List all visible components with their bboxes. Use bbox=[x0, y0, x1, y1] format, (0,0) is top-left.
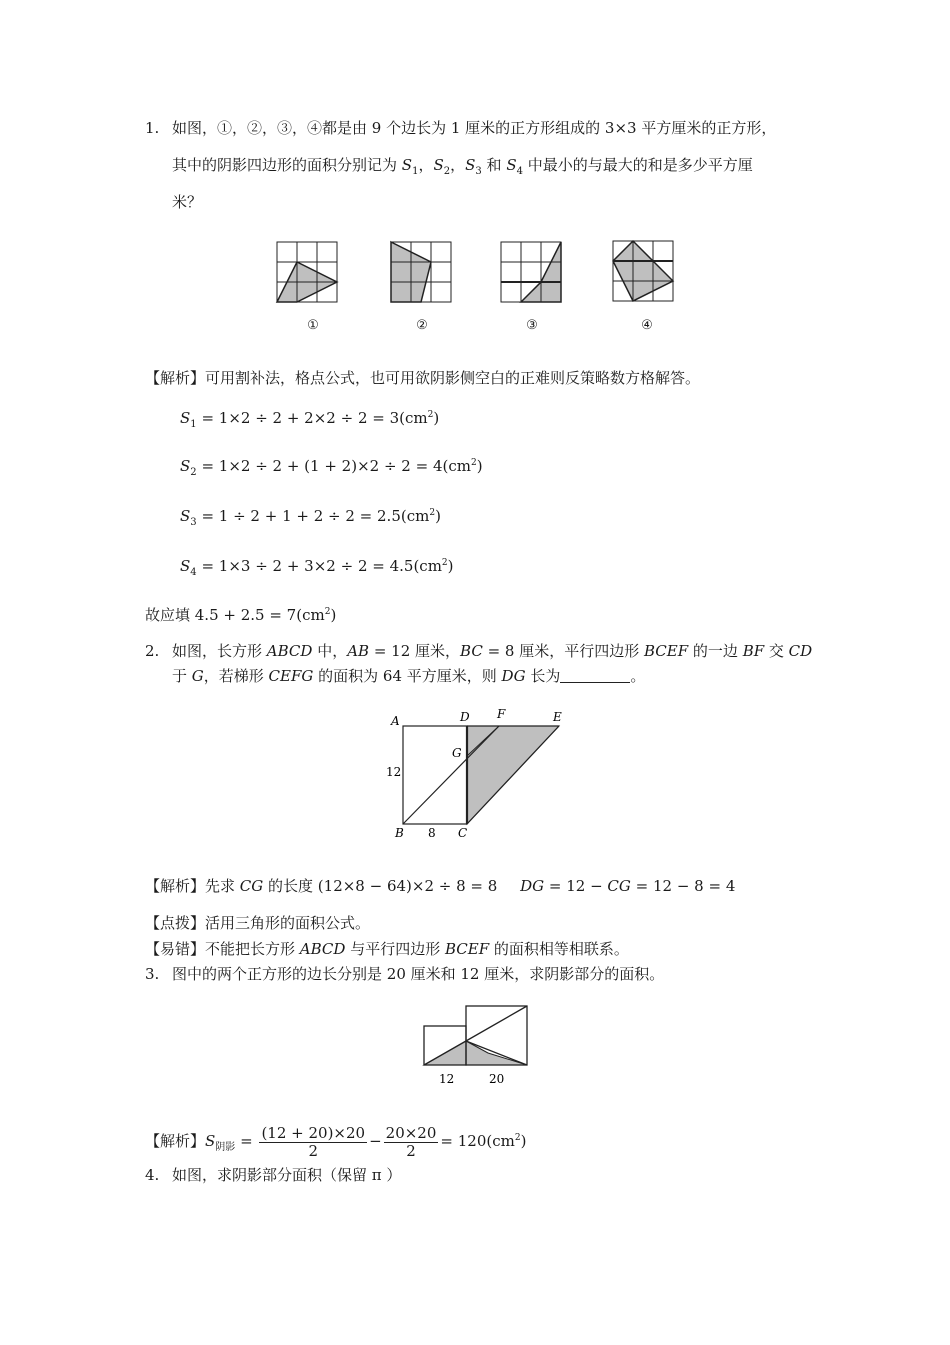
text: 的长度 (12×8 − 64)×2 ÷ 8 = 8 bbox=[263, 877, 498, 895]
numerator: (12 + 20)×20 bbox=[261, 1123, 366, 1142]
text: 不能把长方形 bbox=[205, 940, 300, 958]
q2-solution bbox=[145, 876, 735, 896]
q1-figure-4 bbox=[610, 238, 676, 308]
denominator: 2 bbox=[308, 1141, 319, 1160]
fraction-1 bbox=[259, 1125, 367, 1160]
q2-line2 bbox=[172, 666, 645, 686]
equals: = bbox=[240, 1132, 253, 1150]
paren: ) bbox=[435, 507, 441, 525]
superscript: 2 bbox=[514, 1133, 521, 1143]
text: = 8 厘米，平行四边形 bbox=[482, 642, 644, 660]
text: 于 bbox=[172, 667, 192, 685]
s3-symbol: S bbox=[465, 156, 476, 174]
q1-line2-tail: 中最小的与最大的和是多少平方厘 bbox=[522, 156, 753, 174]
vertex-d: D bbox=[460, 710, 470, 724]
s-symbol: S bbox=[180, 409, 191, 427]
label-dg: DG bbox=[501, 667, 526, 685]
text: 先求 bbox=[205, 877, 240, 895]
fraction-2 bbox=[384, 1125, 439, 1160]
q1-line2-text: 其中的阴影四边形的面积分别记为 bbox=[172, 156, 402, 174]
q1-figure-2 bbox=[389, 240, 453, 308]
q4-number: 4. bbox=[145, 1166, 160, 1184]
q1-eq-s3: $S_3 = 1 \div 2 + 1 + 2 \div 2 = 2.5(cm^2)$ bbox=[180, 507, 441, 528]
label-bcef: BCEF bbox=[444, 940, 490, 958]
q1-line1: 如图，①，②，③，④都是由 9 个边长为 1 厘米的正方形组成的 3×3 平方厘米的正方形， bbox=[172, 119, 777, 137]
q2-figure bbox=[380, 705, 580, 849]
q1-eq-s1: $S_1 = 1\times 2 \div 2 + 2\times 2 \div 2 = 3(cm^2)$ bbox=[180, 409, 440, 430]
paren: ) bbox=[330, 606, 337, 624]
q1-fig-label-3: ③ bbox=[526, 318, 538, 333]
label-bcef: BCEF bbox=[644, 642, 689, 660]
q4-text: 如图，求阴影部分面积（保留 π ） bbox=[172, 1166, 402, 1184]
superscript: 2 bbox=[441, 558, 448, 568]
text: 中， bbox=[312, 642, 348, 660]
label-bf: BF bbox=[742, 642, 765, 660]
eq-text: = 1×2 ÷ 2 + (1 + 2)×2 ÷ 2 = 4(cm bbox=[201, 457, 471, 475]
s-symbol: S bbox=[205, 1132, 216, 1150]
large-side-label: 20 bbox=[489, 1072, 505, 1086]
q2-number: 2. bbox=[145, 642, 160, 660]
and-word: 和 bbox=[481, 156, 507, 174]
q1-line2: 其中的阴影四边形的面积分别记为 $S_1$，$S_2$，$S_3$ 和 $S_4$ 中最小的与最大的和是多少平方厘 bbox=[172, 156, 753, 177]
comma: ， bbox=[450, 156, 466, 174]
q2-line1 bbox=[172, 641, 812, 661]
solution-heading: 【解析】 bbox=[145, 369, 206, 387]
label-cefg: CEFG bbox=[268, 667, 314, 685]
s-symbol: S bbox=[180, 557, 191, 575]
text: 。 bbox=[630, 667, 646, 685]
label-bc: BC bbox=[460, 642, 483, 660]
label-cg: CG bbox=[239, 877, 264, 895]
q3-text: 图中的两个正方形的边长分别是 20 厘米和 12 厘米，求阴影部分的面积。 bbox=[172, 965, 665, 983]
bottom-length-label: 8 bbox=[428, 826, 436, 840]
tip-heading: 【点拨】 bbox=[145, 914, 206, 932]
q1-eq-s4: $S_4 = 1\times 3 \div 2 + 3\times 2 \div 2 = 4.5(cm^2)$ bbox=[180, 557, 454, 578]
text: 的面积为 64 平方厘米，则 bbox=[313, 667, 502, 685]
label-cg: CG bbox=[607, 877, 631, 895]
q2-mistake bbox=[145, 939, 629, 959]
s1-symbol: S bbox=[401, 156, 413, 174]
text: = 12 − 8 = 4 bbox=[630, 877, 736, 895]
paren: ) bbox=[447, 557, 454, 575]
text: 长为 bbox=[525, 667, 561, 685]
vertex-b: B bbox=[395, 826, 404, 840]
s-symbol: S bbox=[180, 457, 191, 475]
q1-figure-1 bbox=[275, 240, 339, 308]
text: 的面积相等相联系。 bbox=[489, 940, 629, 958]
superscript: 2 bbox=[429, 508, 436, 518]
vertex-e: E bbox=[553, 710, 562, 724]
superscript: 2 bbox=[324, 607, 331, 617]
numerator: 20×20 bbox=[385, 1123, 437, 1142]
text: = 12 − bbox=[544, 877, 608, 895]
q1-number: 1. bbox=[145, 119, 160, 137]
side-length-label: 12 bbox=[386, 765, 402, 779]
vertex-g: G bbox=[452, 746, 462, 760]
q3-figure bbox=[420, 1003, 535, 1095]
q1-figure-3 bbox=[499, 240, 563, 308]
text: 如图，长方形 bbox=[172, 642, 267, 660]
q1-answer bbox=[145, 602, 336, 625]
q1-solution bbox=[145, 368, 700, 388]
s4-symbol: S bbox=[506, 156, 517, 174]
minus: − bbox=[369, 1132, 382, 1150]
text: 与平行四边形 bbox=[345, 940, 445, 958]
paren: ) bbox=[433, 409, 440, 427]
text: ，若梯形 bbox=[203, 667, 269, 685]
vertex-c: C bbox=[458, 826, 468, 840]
superscript: 2 bbox=[427, 410, 434, 420]
s-symbol: S bbox=[180, 507, 191, 525]
denominator: 2 bbox=[406, 1141, 416, 1160]
answer-text: 故应填 4.5 + 2.5 = 7(cm bbox=[145, 606, 325, 624]
small-side-label: 12 bbox=[439, 1072, 455, 1086]
eq-text: = 1 ÷ 2 + 1 + 2 ÷ 2 = 2.5(cm bbox=[201, 507, 430, 525]
solution-heading: 【解析】 bbox=[145, 1132, 206, 1150]
label-abcd: ABCD bbox=[266, 642, 313, 660]
text: 的一边 bbox=[688, 642, 743, 660]
result-text: = 120(cm bbox=[440, 1132, 515, 1150]
eq-text: = 1×2 ÷ 2 + 2×2 ÷ 2 = 3(cm bbox=[201, 409, 428, 427]
vertex-f: F bbox=[497, 707, 506, 721]
paren: ) bbox=[520, 1132, 527, 1150]
label-abcd: ABCD bbox=[299, 940, 346, 958]
eq-text: = 1×3 ÷ 2 + 3×2 ÷ 2 = 4.5(cm bbox=[201, 557, 442, 575]
solution-text: 可用割补法，格点公式，也可用欲阴影侧空白的正难则反策略数方格解答。 bbox=[205, 369, 701, 387]
s2-symbol: S bbox=[433, 156, 444, 174]
superscript: 2 bbox=[470, 458, 477, 468]
tip-text: 活用三角形的面积公式。 bbox=[205, 914, 371, 932]
q1-fig-label-2: ② bbox=[416, 318, 428, 333]
label-ab: AB bbox=[347, 642, 370, 660]
q1-fig-label-4: ④ bbox=[641, 318, 653, 333]
q3-number: 3. bbox=[145, 965, 160, 983]
vertex-a: A bbox=[391, 714, 400, 728]
mistake-heading: 【易错】 bbox=[145, 940, 206, 958]
label-dg: DG bbox=[520, 877, 545, 895]
q1-eq-s2: $S_2 = 1\times 2 \div 2 + (1 + 2)\times 2 \div 2 = 4(cm^2)$ bbox=[180, 457, 483, 478]
label-g: G bbox=[191, 667, 204, 685]
answer-blank[interactable] bbox=[560, 666, 630, 683]
text: 交 bbox=[764, 642, 789, 660]
solution-heading: 【解析】 bbox=[145, 877, 206, 895]
q1-line3: 米？ bbox=[172, 193, 203, 211]
q3-solution bbox=[145, 1118, 526, 1168]
text: = 12 厘米， bbox=[369, 642, 461, 660]
comma: ， bbox=[418, 156, 434, 174]
shaded-subscript: 阴影 bbox=[215, 1142, 236, 1153]
paren: ) bbox=[476, 457, 483, 475]
q2-tip bbox=[145, 913, 370, 933]
label-cd: CD bbox=[788, 642, 813, 660]
q1-fig-label-1: ① bbox=[307, 318, 319, 333]
